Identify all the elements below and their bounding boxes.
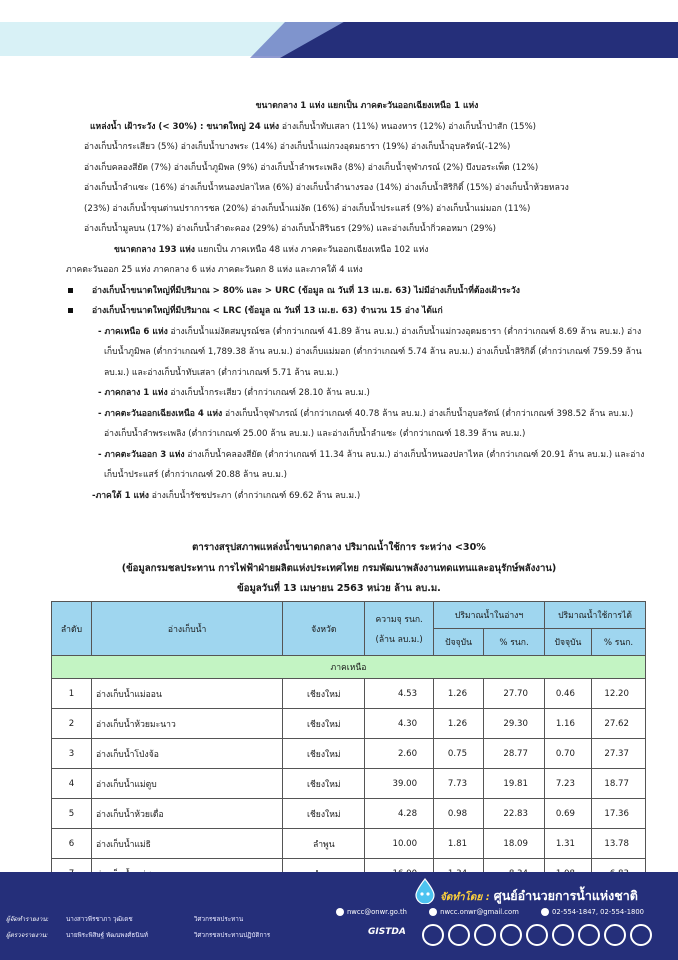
cell-no: 4	[52, 769, 92, 799]
table-row	[52, 829, 646, 859]
header-current: ปัจจุบัน	[434, 629, 484, 656]
credit-preparer-name: นางสาวพีรชาภา วุฒิเดช	[66, 916, 133, 923]
table-source: (ข้อมูลกรมชลประทาน การไฟฟ้าฝ่ายผลิตแห่งประเทศไทย กรมพัฒนาพลังงานทดแทนและอนุรักษ์พลังงาน)	[121, 563, 557, 574]
cell-pct: 29.30	[484, 709, 545, 739]
table-date: ข้อมูลวันที่ 13 เมษายน 2563 หน่วย ล้าน ลบ.ม.	[237, 583, 441, 594]
cell-ucur: 7.23	[545, 769, 592, 799]
table-body	[52, 679, 646, 889]
cell-ucur: 1.16	[545, 709, 592, 739]
header-band	[0, 0, 678, 58]
north-label: - ภาคเหนือ 6 แห่ง	[98, 326, 168, 337]
cell-province: เชียงใหม่	[283, 709, 365, 739]
central-label: - ภาคกลาง 1 แห่ง	[98, 388, 168, 398]
north-item	[84, 322, 650, 384]
cell-upct: 13.78	[591, 829, 645, 859]
cell-cur: 1.26	[434, 709, 484, 739]
header-capacity-line2: (ล้าน ลบ.ม.)	[375, 634, 423, 645]
summary-line-6: (23%) อ่างเก็บน้ำขุนด่านปราการชล (20%) อ่างเก็บน้ำแม่งัด (16%) อ่างเก็บน้ำประแสร์ (9%) อ่างเก็บน้ำแม่มอก (11%)	[84, 203, 531, 214]
cell-cap: 4.30	[365, 709, 434, 739]
reservoir-table	[51, 601, 646, 889]
summary-line-1: ขนาดกลาง 1 แห่ง แยกเป็น ภาคตะวันออกเฉียงเหนือ 1 แห่ง	[255, 101, 479, 111]
org-prefix: จัดทำโดย :	[440, 892, 490, 903]
credit-reviewer-label: ผู้ตรวจรายงาน:	[6, 932, 49, 939]
medium-label: ขนาดกลาง 193 แห่ง	[114, 244, 195, 255]
header-in-reservoir: ปริมาณน้ำในอ่างฯ	[434, 602, 545, 629]
credit-preparer	[6, 914, 243, 924]
partner-logo-icon	[448, 924, 470, 946]
partner-logo-icon	[474, 924, 496, 946]
water-drop-icon	[414, 878, 436, 904]
contact-info	[336, 908, 664, 916]
footer	[0, 872, 678, 960]
cell-name: อ่างเก็บน้ำแม่ตูบ	[91, 769, 282, 799]
cell-upct: 17.36	[591, 799, 645, 829]
north-text: อ่างเก็บน้ำแม่งัดสมบูรณ์ชล (ต่ำกว่าเกณฑ์ 41.89 ล้าน ลบ.ม.) อ่างเก็บน้ำแม่กวงอุดมธารา (ต่ำกว่าเกณฑ์ 8.69 ล้าน ลบ.ม.) อ่างเก็บน้ำภูมิพล (ต่ำกว่าเกณฑ์ 1,789.38 ล้าน ลบ.ม.) อ่างเก็บแม่มอก (ต่ำกว่าเกณฑ์ 5.74 ล้าน ลบ.ม.) อ่างเก็บน้ำสิริกิติ์ (ต่ำกว่าเกณฑ์ 759.59 ล้าน ลบ.ม.) และอ่างเก็บน้ำทับเสลา (ต่ำกว่าเกณฑ์ 5.71 ล้าน ลบ.ม.)	[104, 326, 642, 378]
east-label: - ภาคตะวันออก 3 แห่ง	[98, 449, 185, 460]
cell-cap: 4.28	[365, 799, 434, 829]
cell-pct: 22.83	[484, 799, 545, 829]
phone-icon	[541, 908, 549, 916]
central-text: อ่างเก็บน้ำกระเสียว (ต่ำกว่าเกณฑ์ 28.10 ล้าน ลบ.ม.)	[170, 388, 370, 398]
cell-no: 3	[52, 739, 92, 769]
header-navy-strip	[280, 22, 678, 58]
cell-cap: 2.60	[365, 739, 434, 769]
org-name: ศูนย์อำนวยการน้ำแห่งชาติ	[493, 888, 638, 903]
central-item	[84, 383, 650, 404]
partner-logo-icon	[526, 924, 548, 946]
cell-province: เชียงใหม่	[283, 739, 365, 769]
table-title: ตารางสรุปสภาพแหล่งน้ำขนาดกลาง ปริมาณน้ำใช้การ ระหว่าง <30%	[192, 542, 486, 553]
east-text: อ่างเก็บน้ำคลองสียัด (ต่ำกว่าเกณฑ์ 11.34 ล้าน ลบ.ม.) อ่างเก็บน้ำหนองปลาไหล (ต่ำกว่าเกณฑ์ 20.91 ล้าน ลบ.ม.) และอ่างเก็บน้ำประแสร์ (ต่ำกว่าเกณฑ์ 20.88 ล้าน ลบ.ม.)	[104, 449, 645, 480]
summary-line-7: อ่างเก็บน้ำมูลบน (17%) อ่างเก็บน้ำลำตะคอง (29%) อ่างเก็บน้ำสิรินธร (29%) และอ่างเก็บน้ำกิ่วคอหมา (29%)	[84, 224, 497, 234]
contact-phone-text: 02-554-1847, 02-554-1800	[552, 908, 644, 916]
cell-province: ลำพูน	[283, 829, 365, 859]
south-text: อ่างเก็บน้ำรัชชประภา (ต่ำกว่าเกณฑ์ 69.62 ล้าน ลบ.ม.)	[151, 490, 361, 501]
header-reservoir: อ่างเก็บน้ำ	[91, 602, 282, 656]
contact-phone	[541, 908, 654, 916]
contact-web-text: nwcc@onwr.go.th	[347, 908, 407, 916]
cell-name: อ่างเก็บน้ำห้วยมะนาว	[91, 709, 282, 739]
watch-line	[84, 117, 650, 138]
contact-web[interactable]	[336, 908, 417, 916]
cell-name: อ่างเก็บน้ำโป่งจ้อ	[91, 739, 282, 769]
medium-rest: แยกเป็น ภาคเหนือ 48 แห่ง ภาคตะวันออกเฉียงเหนือ 102 แห่ง	[197, 244, 429, 255]
contact-mail-text: nwcc.onwr@gmail.com	[440, 908, 519, 916]
credit-reviewer-name: นายพิระพิสิษฐ์ พัฒนพงศ์ธนินท์	[66, 932, 149, 939]
south-item	[84, 486, 650, 507]
cell-ucur: 0.70	[545, 739, 592, 769]
region-label: ภาคเหนือ	[52, 656, 646, 679]
ne-label: - ภาคตะวันออกเฉียงเหนือ 4 แห่ง	[98, 408, 223, 419]
medium-line	[84, 240, 650, 261]
gistda-logo: GISTDA	[368, 927, 406, 937]
credits	[0, 876, 271, 939]
cell-cur: 1.26	[434, 679, 484, 709]
partner-logo-icon	[630, 924, 652, 946]
cell-cur: 1.81	[434, 829, 484, 859]
cell-no: 2	[52, 709, 92, 739]
partner-logo-icon	[500, 924, 522, 946]
cell-cur: 0.98	[434, 799, 484, 829]
cell-upct: 18.77	[591, 769, 645, 799]
cell-no: 6	[52, 829, 92, 859]
table-row	[52, 739, 646, 769]
table-row	[52, 679, 646, 709]
south-label: -ภาคใต้ 1 แห่ง	[92, 490, 149, 501]
table-header-row	[52, 602, 646, 629]
table-row	[52, 799, 646, 829]
table-row	[52, 769, 646, 799]
summary-text	[66, 96, 650, 506]
cell-upct: 12.20	[591, 679, 645, 709]
bullet-2-text: อ่างเก็บน้ำขนาดใหญ่ที่มีปริมาณ < LRC (ข้อมูล ณ วันที่ 13 เม.ย. 63) จำนวน 15 อ่าง ได้แก่	[92, 306, 443, 316]
mail-icon	[429, 908, 437, 916]
east-item	[84, 445, 650, 486]
cell-no: 5	[52, 799, 92, 829]
header-usable-pct: % รนก.	[591, 629, 645, 656]
cell-upct: 27.37	[591, 739, 645, 769]
cell-name: อ่างเก็บน้ำแม่ธิ	[91, 829, 282, 859]
header-capacity	[365, 602, 434, 656]
partner-logos	[364, 924, 674, 952]
contact-mail[interactable]	[429, 908, 529, 916]
watch-rest: อ่างเก็บน้ำทับเสลา (11%) หนองหาร (12%) อ่างเก็บน้ำป่าสัก (15%)	[281, 121, 537, 132]
header-pct: % รนก.	[484, 629, 545, 656]
summary-line-4: อ่างเก็บคลองสียัด (7%) อ่างเก็บน้ำภูมิพล (9%) อ่างเก็บน้ำลำพระเพลิง (8%) อ่างเก็บน้ำจุฬาภรณ์ (2%) บึงบอระเพ็ด (12%)	[84, 162, 539, 173]
partner-logo-icon	[578, 924, 600, 946]
cell-province: เชียงใหม่	[283, 769, 365, 799]
header-province: จังหวัด	[283, 602, 365, 656]
globe-icon	[336, 908, 344, 916]
cell-cap: 39.00	[365, 769, 434, 799]
bullet-1	[84, 281, 650, 302]
summary-line-9: ภาคตะวันออก 25 แห่ง ภาคกลาง 6 แห่ง ภาคตะวันตก 8 แห่ง และภาคใต้ 4 แห่ง	[66, 265, 363, 275]
cell-cap: 10.00	[365, 829, 434, 859]
cell-pct: 19.81	[484, 769, 545, 799]
cell-name: อ่างเก็บน้ำห้วยเดื่อ	[91, 799, 282, 829]
ne-text: อ่างเก็บน้ำจุฬาภรณ์ (ต่ำกว่าเกณฑ์ 40.78 ล้าน ลบ.ม.) อ่างเก็บน้ำอุบลรัตน์ (ต่ำกว่าเกณฑ์ 398.52 ล้าน ลบ.ม.) อ่างเก็บน้ำลำพระเพลิง (ต่ำกว่าเกณฑ์ 25.00 ล้าน ลบ.ม.) และอ่างเก็บน้ำลำแซะ (ต่ำกว่าเกณฑ์ 18.39 ล้าน ลบ.ม.)	[104, 408, 634, 439]
credit-preparer-label: ผู้จัดทำรายงาน:	[6, 916, 49, 923]
ne-item	[84, 404, 650, 445]
bullet-square-icon	[68, 288, 73, 293]
cell-pct: 18.09	[484, 829, 545, 859]
credit-reviewer-role: วิศวกรชลประทานปฏิบัติการ	[194, 932, 271, 939]
cell-province: เชียงใหม่	[283, 799, 365, 829]
summary-line-3: อ่างเก็บน้ำกระเสียว (5%) อ่างเก็บน้ำบางพระ (14%) อ่างเก็บน้ำแม่กวงอุดมธารา (19%) อ่างเก็บน้ำอุบลรัตน์(-12%)	[84, 142, 511, 152]
header-usable: ปริมาณน้ำใช้การได้	[545, 602, 646, 629]
cell-ucur: 0.46	[545, 679, 592, 709]
watch-label: แหล่งน้ำ เฝ้าระวัง (< 30%) : ขนาดใหญ่ 24 แห่ง	[90, 121, 280, 132]
header-usable-current: ปัจจุบัน	[545, 629, 592, 656]
cell-pct: 28.77	[484, 739, 545, 769]
cell-upct: 27.62	[591, 709, 645, 739]
cell-cur: 0.75	[434, 739, 484, 769]
credit-preparer-role: วิศวกรชลประทาน	[194, 916, 244, 923]
header-no: ลำดับ	[52, 602, 92, 656]
cell-no: 1	[52, 679, 92, 709]
credit-reviewer	[6, 930, 270, 940]
bullet-2	[84, 301, 650, 322]
partner-logo-icon	[552, 924, 574, 946]
cell-ucur: 0.69	[545, 799, 592, 829]
table-row	[52, 709, 646, 739]
header-capacity-line1: ความจุ รนก.	[375, 614, 423, 625]
summary-line-5: อ่างเก็บน้ำลำแซะ (16%) อ่างเก็บน้ำหนองปลาไหล (6%) อ่างเก็บน้ำลำนางรอง (14%) อ่างเก็บน้ำสิริกิติ์ (15%) อ่างเก็บน้ำห้วยหลวง	[84, 183, 569, 193]
region-row	[52, 656, 646, 679]
bullet-1-text: อ่างเก็บน้ำขนาดใหญ่ที่มีปริมาณ > 80% และ > URC (ข้อมูล ณ วันที่ 13 เม.ย. 63) ไม่มีอ่างเก็บน้ำที่ต้องเฝ้าระวัง	[92, 285, 520, 296]
cell-cap: 4.53	[365, 679, 434, 709]
partner-logo-icon	[604, 924, 626, 946]
organization	[440, 886, 638, 906]
bullet-square-icon	[68, 308, 73, 313]
cell-name: อ่างเก็บน้ำแม่ออน	[91, 679, 282, 709]
cell-pct: 27.70	[484, 679, 545, 709]
partner-logo-icon	[422, 924, 444, 946]
cell-cur: 7.73	[434, 769, 484, 799]
cell-ucur: 1.31	[545, 829, 592, 859]
cell-province: เชียงใหม่	[283, 679, 365, 709]
